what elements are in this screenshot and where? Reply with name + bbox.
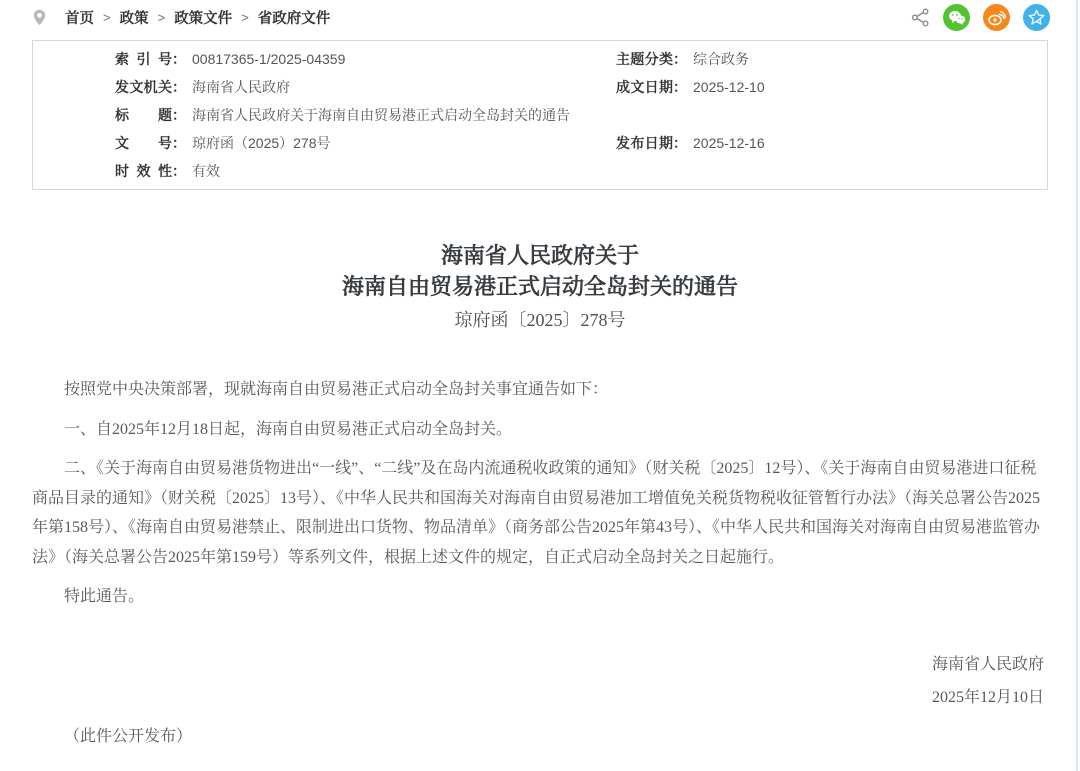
signature-date: 2025年12月10日 — [931, 688, 1044, 706]
document-body — [32, 240, 1048, 752]
star-icon[interactable] — [1023, 4, 1050, 31]
meta-colon: ： — [172, 79, 186, 95]
top-bar — [0, 0, 1080, 27]
meta-value: 有效 — [192, 163, 220, 179]
breadcrumb-separator: > — [157, 10, 166, 25]
meta-value: 2025-12-16 — [693, 135, 765, 151]
meta-label: 发布日期 — [616, 135, 673, 151]
breadcrumb-separator: > — [103, 10, 111, 25]
meta-value: 综合政务 — [693, 51, 749, 67]
breadcrumb-separator: > — [241, 10, 249, 25]
signature-agency: 海南省人民政府 — [931, 655, 1044, 673]
meta-colon: ： — [172, 107, 186, 123]
meta-doc-number — [33, 129, 616, 157]
meta-label: 文号 — [115, 135, 172, 151]
breadcrumb-item-home[interactable]: 首页 — [65, 11, 94, 27]
breadcrumb — [33, 7, 330, 28]
meta-colon: ： — [673, 135, 687, 151]
meta-row — [33, 129, 1047, 157]
meta-colon: ： — [172, 51, 186, 67]
meta-value: 2025-12-10 — [693, 79, 765, 95]
breadcrumb-item-policy-files[interactable]: 政策文件 — [174, 11, 233, 27]
document-metadata-box — [32, 40, 1048, 190]
meta-topic-category — [616, 45, 1047, 73]
meta-label: 时效性 — [115, 163, 172, 179]
meta-row — [33, 101, 1047, 129]
paragraph-intro: 按照党中央决策部署，现就海南自由贸易港正式启动全岛封关事宜通告如下： — [64, 381, 609, 398]
meta-validity — [33, 157, 1047, 185]
meta-row — [33, 73, 1047, 101]
public-release-note: （此件公开发布） — [64, 727, 193, 745]
meta-title — [33, 101, 1047, 129]
meta-publish-date — [616, 129, 1047, 157]
location-pin-icon — [33, 9, 46, 26]
paragraph-closing: 特此通告。 — [64, 588, 145, 605]
meta-label: 主题分类 — [616, 51, 673, 67]
signature-block — [32, 648, 1048, 714]
share-icon[interactable] — [911, 8, 930, 27]
meta-row — [33, 157, 1047, 185]
doc-title-line2: 海南自由贸易港正式启动全岛封关的通告 — [341, 274, 738, 299]
share-toolbar — [911, 4, 1050, 31]
meta-value: 00817365-1/2025-04359 — [192, 51, 346, 67]
weibo-icon[interactable] — [983, 4, 1010, 31]
meta-colon: ： — [172, 135, 186, 151]
breadcrumb-item-provincial-files[interactable]: 省政府文件 — [257, 11, 331, 27]
doc-number-line: 琼府函〔2025〕278号 — [454, 310, 626, 330]
doc-title-line1: 海南省人民政府关于 — [440, 243, 639, 268]
meta-label: 标题 — [115, 107, 172, 123]
meta-label: 成文日期 — [616, 79, 673, 95]
paragraph-item-2: 二、《关于海南自由贸易港货物进出“一线”、“二线”及在岛内流通税收政策的通知》（财关税〔2025〕12号）、《关于海南自由贸易港进口征税商品目录的通知》（财关税〔2025〕13号）、《中华人民共和国海关对海南自由贸易港加工增值免关税货物税收征管暂行办法》（海关总署公告2025年第158号）、《海南自由贸易港禁止、限制进出口货物、物品清单》（商务部公告2025年第43号）、《中华人民共和国海关对海南自由贸易港监管办法》（海关总署公告2025年第159号）等系列文件，根据上述文件的规定，自正式启动全岛封关之日起施行。 — [32, 460, 1041, 566]
wechat-icon[interactable] — [943, 4, 970, 31]
meta-row — [33, 45, 1047, 73]
meta-written-date — [616, 73, 1047, 101]
breadcrumb-item-policy[interactable]: 政策 — [119, 11, 149, 27]
meta-colon: ： — [673, 79, 687, 95]
meta-value: 海南省人民政府关于海南自由贸易港正式启动全岛封关的通告 — [192, 107, 570, 123]
page-right-edge-divider — [1076, 0, 1078, 771]
meta-colon: ： — [172, 163, 186, 179]
meta-value: 海南省人民政府 — [192, 79, 290, 95]
paragraph-item-1: 一、自2025年12月18日起，海南自由贸易港正式启动全岛封关。 — [64, 420, 513, 438]
meta-index-number — [33, 45, 616, 73]
meta-value: 琼府函（2025）278号 — [192, 135, 331, 151]
meta-issuing-agency — [33, 73, 616, 101]
meta-label: 发文机关 — [115, 79, 172, 95]
meta-colon: ： — [673, 51, 687, 67]
meta-label: 索引号 — [115, 51, 172, 67]
